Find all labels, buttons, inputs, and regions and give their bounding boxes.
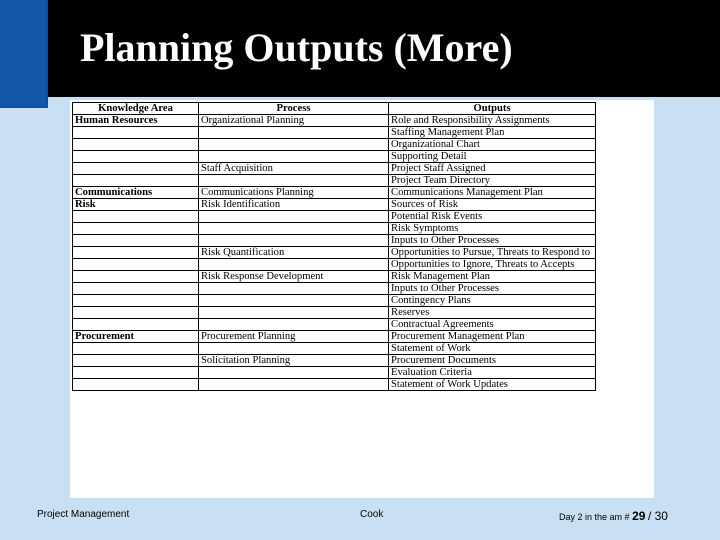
table-row bbox=[73, 331, 596, 343]
table-row bbox=[73, 163, 596, 175]
table-row bbox=[73, 139, 596, 151]
cell-output: Statement of Work Updates bbox=[389, 379, 596, 391]
cell-output: Evaluation Criteria bbox=[389, 367, 596, 379]
cell-output: Opportunities to Pursue, Threats to Respond to bbox=[389, 247, 596, 259]
cell-output: Project Staff Assigned bbox=[389, 163, 596, 175]
page-number: 29 bbox=[632, 509, 646, 523]
cell-knowledge-area bbox=[73, 259, 199, 271]
cell-output: Reserves bbox=[389, 307, 596, 319]
cell-process bbox=[199, 379, 389, 391]
footer-page-info bbox=[559, 509, 668, 523]
cell-process bbox=[199, 343, 389, 355]
cell-knowledge-area bbox=[73, 127, 199, 139]
slide-title: Planning Outputs (More) bbox=[80, 25, 513, 70]
cell-knowledge-area bbox=[73, 283, 199, 295]
cell-knowledge-area bbox=[73, 307, 199, 319]
cell-process bbox=[199, 175, 389, 187]
table-row bbox=[73, 199, 596, 211]
cell-process bbox=[199, 235, 389, 247]
table-row bbox=[73, 115, 596, 127]
cell-process bbox=[199, 367, 389, 379]
cell-knowledge-area: Human Resources bbox=[73, 115, 199, 127]
cell-output: Statement of Work bbox=[389, 343, 596, 355]
footer-author: Cook bbox=[360, 509, 384, 520]
accent-block bbox=[0, 0, 48, 108]
page-total: / 30 bbox=[647, 509, 668, 523]
table-body bbox=[73, 115, 596, 391]
cell-knowledge-area bbox=[73, 223, 199, 235]
cell-process: Risk Identification bbox=[199, 199, 389, 211]
cell-output: Contingency Plans bbox=[389, 295, 596, 307]
planning-outputs-table bbox=[72, 102, 596, 391]
table-row bbox=[73, 379, 596, 391]
cell-process: Risk Quantification bbox=[199, 247, 389, 259]
table-row bbox=[73, 151, 596, 163]
cell-output: Communications Management Plan bbox=[389, 187, 596, 199]
header-knowledge-area: Knowledge Area bbox=[73, 103, 199, 115]
cell-process bbox=[199, 151, 389, 163]
cell-knowledge-area bbox=[73, 355, 199, 367]
cell-process: Solicitation Planning bbox=[199, 355, 389, 367]
cell-process bbox=[199, 295, 389, 307]
table-row bbox=[73, 247, 596, 259]
cell-process bbox=[199, 211, 389, 223]
cell-output: Procurement Documents bbox=[389, 355, 596, 367]
cell-process: Organizational Planning bbox=[199, 115, 389, 127]
accent-block-inner bbox=[0, 0, 46, 106]
cell-output: Staffing Management Plan bbox=[389, 127, 596, 139]
cell-output: Sources of Risk bbox=[389, 199, 596, 211]
cell-knowledge-area bbox=[73, 295, 199, 307]
table-row bbox=[73, 127, 596, 139]
cell-process bbox=[199, 139, 389, 151]
header-outputs: Outputs bbox=[389, 103, 596, 115]
cell-knowledge-area bbox=[73, 151, 199, 163]
cell-process bbox=[199, 259, 389, 271]
cell-knowledge-area: Procurement bbox=[73, 331, 199, 343]
cell-process: Procurement Planning bbox=[199, 331, 389, 343]
cell-knowledge-area: Risk bbox=[73, 199, 199, 211]
cell-output: Inputs to Other Processes bbox=[389, 283, 596, 295]
cell-process: Communications Planning bbox=[199, 187, 389, 199]
cell-process bbox=[199, 283, 389, 295]
cell-output: Organizational Chart bbox=[389, 139, 596, 151]
table-row bbox=[73, 307, 596, 319]
cell-process: Staff Acquisition bbox=[199, 163, 389, 175]
table-row bbox=[73, 211, 596, 223]
cell-process bbox=[199, 319, 389, 331]
cell-knowledge-area bbox=[73, 271, 199, 283]
cell-output: Project Team Directory bbox=[389, 175, 596, 187]
table-header-row bbox=[73, 103, 596, 115]
table-row bbox=[73, 187, 596, 199]
cell-output: Supporting Detail bbox=[389, 151, 596, 163]
table-row bbox=[73, 343, 596, 355]
footer-course: Project Management bbox=[37, 509, 130, 520]
cell-output: Opportunities to Ignore, Threats to Accepts bbox=[389, 259, 596, 271]
cell-output: Contractual Agreements bbox=[389, 319, 596, 331]
cell-knowledge-area bbox=[73, 235, 199, 247]
cell-knowledge-area bbox=[73, 211, 199, 223]
cell-knowledge-area: Communications bbox=[73, 187, 199, 199]
cell-knowledge-area bbox=[73, 379, 199, 391]
cell-output: Role and Responsibility Assignments bbox=[389, 115, 596, 127]
table-row bbox=[73, 295, 596, 307]
cell-output: Risk Management Plan bbox=[389, 271, 596, 283]
cell-process bbox=[199, 223, 389, 235]
cell-process: Risk Response Development bbox=[199, 271, 389, 283]
table-row bbox=[73, 271, 596, 283]
table-row bbox=[73, 283, 596, 295]
table-row bbox=[73, 235, 596, 247]
cell-knowledge-area bbox=[73, 163, 199, 175]
cell-knowledge-area bbox=[73, 247, 199, 259]
cell-knowledge-area bbox=[73, 319, 199, 331]
cell-knowledge-area bbox=[73, 139, 199, 151]
table-row bbox=[73, 367, 596, 379]
footer-page-prefix: Day 2 in the am # bbox=[559, 512, 630, 522]
header-process: Process bbox=[199, 103, 389, 115]
cell-output: Inputs to Other Processes bbox=[389, 235, 596, 247]
cell-process bbox=[199, 307, 389, 319]
table-row bbox=[73, 223, 596, 235]
cell-knowledge-area bbox=[73, 343, 199, 355]
cell-output: Procurement Management Plan bbox=[389, 331, 596, 343]
cell-output: Risk Symptoms bbox=[389, 223, 596, 235]
table-row bbox=[73, 175, 596, 187]
table-row bbox=[73, 319, 596, 331]
cell-knowledge-area bbox=[73, 175, 199, 187]
cell-knowledge-area bbox=[73, 367, 199, 379]
cell-process bbox=[199, 127, 389, 139]
cell-output: Potential Risk Events bbox=[389, 211, 596, 223]
table-row bbox=[73, 259, 596, 271]
table-row bbox=[73, 355, 596, 367]
